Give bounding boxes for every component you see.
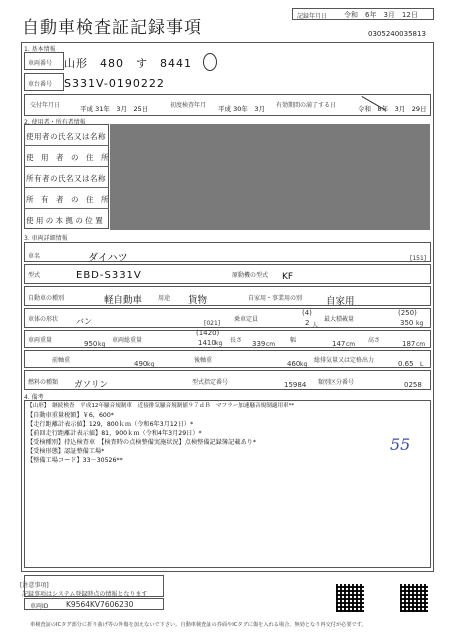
kind-row — [24, 286, 431, 306]
engine-label: 原動機の型式 — [232, 272, 269, 279]
bottom-note: 車検査証のICタグ部分に折り曲げ等の外傷を加えないで下さい。自動車検査証の券面やICタグに傷を入れる場合、無効となり再交付が必要です。 — [30, 622, 367, 628]
remark-line-5: 【受検種別】持込検査車 【検査時の点検整備実施状況】点検整備記録簿記載あり* — [27, 439, 256, 446]
width-unit: cm — [346, 341, 356, 348]
maker-row — [24, 242, 431, 262]
remark-line-6: 【受検形態】認証整備工場* — [27, 448, 105, 455]
user-address-label: 使 用 者 の 住 所 — [26, 153, 109, 162]
height-unit: cm — [416, 341, 426, 348]
document-number: 0305240035813 — [368, 30, 426, 38]
user-divider-2 — [24, 166, 109, 167]
expiry-label: 有効期間の満了する日 — [276, 102, 337, 109]
weight-unit: kg — [98, 341, 106, 348]
length-value: 339 — [252, 340, 266, 348]
gross-value: 1410 — [198, 339, 216, 347]
capacity-label: 乗車定員 — [234, 316, 259, 323]
rear-axle-unit: kg — [300, 361, 308, 368]
chassis-value: S331V-0190222 — [64, 77, 165, 90]
displacement-unit: L — [420, 361, 424, 368]
user-divider-1 — [24, 145, 109, 146]
document-title: 自動車検査証記録事項 — [22, 18, 202, 38]
capacity-unit: 人 — [312, 322, 319, 329]
gross-label: 車両総重量 — [112, 337, 143, 344]
remark-line-3: 【走行距離計表示値】129，800ｋｍ（令和6年3月12日）* — [27, 421, 194, 428]
capacity-alt: (4) — [302, 309, 312, 317]
notice-text: 記録事項はシステム登録時点の情報となります — [22, 591, 148, 598]
length-label: 長さ — [230, 337, 243, 344]
section-user: 2. 使用者・所有者情報 — [24, 119, 86, 126]
maxload-value: 350 — [400, 319, 414, 327]
qr-code-1 — [336, 584, 364, 612]
maxload-alt: (250) — [398, 309, 417, 317]
displacement-value: 0.65 — [398, 360, 414, 368]
body-value: バン — [76, 317, 92, 326]
height-value: 187 — [402, 340, 416, 348]
qr-code-2 — [400, 584, 428, 612]
section-vehicle: 3. 車両詳細情報 — [24, 235, 68, 242]
handwritten-note: 55 — [390, 435, 411, 454]
reg-value: 山形 480 す 8441 — [64, 57, 192, 70]
remark-line-7: 【整備工場コード】33－30526** — [27, 457, 123, 464]
front-axle-label: 前軸重 — [52, 357, 71, 364]
remark-line-1: 【山形】 継続検査 平成12年騒音規制車 近接排気騒音規制値９７ｄＢ マフラー加速騒音規制適用車** — [27, 403, 295, 409]
width-label: 幅 — [290, 337, 297, 344]
class-label: 類別区分番号 — [318, 379, 355, 386]
user-name-label: 使用者の氏名又は名称 — [26, 132, 106, 141]
reg-label: 車両番号 — [28, 60, 53, 67]
notice-title: [注意事項] — [20, 582, 49, 589]
weight-value: 950 — [84, 340, 98, 348]
capacity-value: 2 — [305, 319, 310, 327]
maxload-unit: kg — [416, 320, 424, 327]
first-reg-value: 平成 30年 3月 — [218, 105, 265, 113]
private-label: 自家用・事業用の別 — [248, 295, 303, 302]
length-unit: cm — [266, 341, 276, 348]
section-remarks: 4. 備考 — [24, 394, 44, 401]
remark-line-2: 【自動車重量税額】￥6，600* — [27, 412, 114, 419]
base-location-label: 使 用 の 本 拠 の 位 置 — [26, 216, 103, 225]
record-date-label: 記録年月日 — [297, 13, 328, 20]
cert-label: 型式指定番号 — [192, 379, 229, 386]
maker-value: ダイハツ — [88, 253, 128, 264]
handwritten-circle — [203, 53, 217, 71]
maxload-label: 最大積載量 — [324, 316, 355, 323]
first-reg-label: 初度検査年月 — [170, 102, 207, 109]
user-divider-3 — [24, 187, 109, 188]
record-date-value: 令和 6年 3月 12日 — [344, 11, 418, 19]
kind-value: 軽自動車 — [104, 295, 143, 306]
body-code: [021] — [204, 320, 221, 327]
rear-axle-value: 460 — [287, 360, 301, 368]
fuel-value: ガソリン — [74, 380, 109, 390]
private-value: 自家用 — [326, 296, 355, 307]
chassis-label: 車台番号 — [28, 81, 53, 88]
gross-alt: (1420) — [196, 329, 220, 337]
front-axle-value: 490 — [134, 360, 148, 368]
engine-value: KF — [282, 272, 294, 282]
model-label: 型式 — [28, 272, 41, 279]
owner-name-label: 所有者の氏名又は名称 — [26, 174, 106, 183]
key-label: 車両ID — [30, 603, 49, 610]
key-value: K9564KV7606230 — [66, 600, 134, 609]
gross-unit: kg — [215, 340, 223, 347]
front-axle-unit: kg — [147, 361, 155, 368]
height-label: 高さ — [368, 337, 381, 344]
model-value: EBD-S331V — [76, 270, 142, 281]
issue-label: 交付年月日 — [30, 102, 61, 109]
use-value: 貨物 — [188, 295, 208, 306]
body-label: 車体の形状 — [28, 316, 59, 323]
fuel-label: 燃料の種類 — [28, 379, 59, 386]
width-value: 147 — [332, 340, 346, 348]
remark-line-4: 【前回走行距離計表示値】81，900ｋｍ（令和4年3月29日）* — [27, 430, 202, 437]
issue-value: 平成 31年 3月 25日 — [80, 105, 149, 113]
kind-label: 自動車の種別 — [28, 295, 65, 302]
section-basic: 1. 基本情報 — [24, 46, 56, 53]
cert-value: 15984 — [284, 381, 307, 389]
maker-code: [151] — [410, 255, 427, 262]
owner-address-label: 所 有 者 の 住 所 — [26, 195, 109, 204]
displacement-label: 総排気量又は定格出力 — [314, 357, 375, 364]
rear-axle-label: 後軸重 — [194, 357, 213, 364]
class-value: 0258 — [404, 381, 422, 389]
use-label: 用途 — [158, 295, 171, 302]
maker-label: 車名 — [28, 253, 41, 260]
redacted-block — [110, 124, 430, 230]
user-divider-4 — [24, 208, 109, 209]
expiry-value: 令和 8年 3月 29日 — [358, 105, 427, 113]
weight-label: 車両重量 — [28, 337, 53, 344]
